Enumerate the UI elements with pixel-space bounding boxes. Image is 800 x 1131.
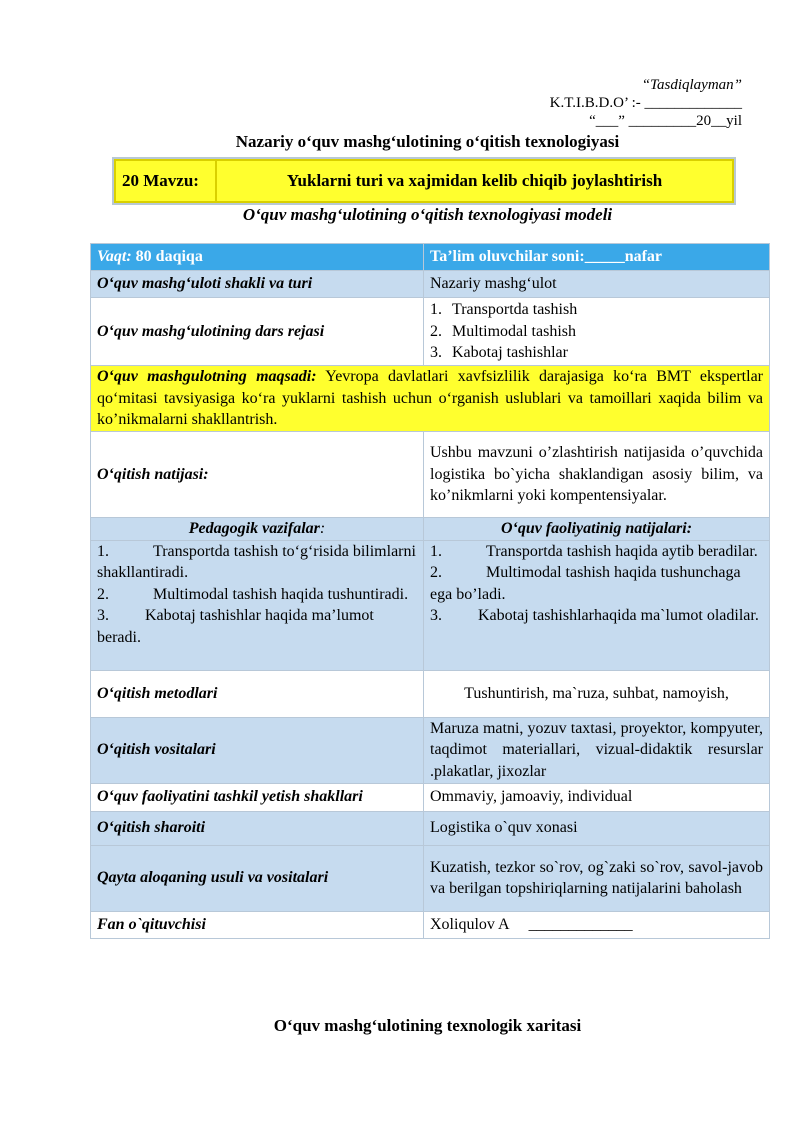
feedback-value: Kuzatish, tezkor so`rov, og`zaki so`rov, savol-javob va berilgan topshiriqlarning natijalarini baholash — [424, 845, 770, 911]
outcome-item: 2. Multimodal tashish haqida tushunchaga ega bo’ladi. — [430, 564, 741, 603]
form-value: Nazariy mashg‘ulot — [424, 271, 770, 298]
result-label: O‘qitish natijasi: — [91, 432, 424, 518]
students-count: Ta’lim oluvchilar soni:_____nafar — [424, 244, 770, 271]
approval-line-3: “___” _________20__yil — [589, 113, 742, 129]
org-value: Ommaviy, jamoaviy, individual — [424, 783, 770, 811]
methods-value: Tushuntirish, ma`ruza, suhbat, namoyish, — [424, 670, 770, 717]
methods-label: O‘qitish metodlari — [91, 670, 424, 717]
conditions-value: Logistika o`quv xonasi — [424, 811, 770, 845]
form-label: O‘quv mashg‘uloti shakli va turi — [91, 271, 424, 298]
teacher-value: Xoliqulov A _____________ — [424, 911, 770, 938]
outcome-header: O‘quv faoliyatinig natijalari: — [424, 518, 770, 541]
org-label: O‘quv faoliyatini tashkil yetish shakllari — [91, 783, 424, 811]
conditions-label: O‘qitish sharoiti — [91, 811, 424, 845]
ped-item: 2. Multimodal tashish haqida tushuntiradi. — [97, 585, 409, 603]
tech-map-title: O‘quv mashg‘ulotining texnologik xaritasi — [273, 1016, 582, 1035]
time-cell — [91, 244, 424, 271]
approval-block — [550, 76, 742, 130]
goal-label: O‘quv mashgulotning maqsadi: — [97, 368, 317, 386]
teacher-label: Fan o`qituvchisi — [91, 911, 424, 938]
plan-item: 3. Kabotaj tashishlar — [430, 344, 568, 362]
ped-list — [91, 540, 424, 670]
document-title: Nazariy o‘quv mashg‘ulotining o‘qitish texnologiyasi — [235, 132, 620, 151]
topic-name: Yuklarni turi va xajmidan kelib chiqib joylashtirish — [217, 159, 734, 203]
result-text: Ushbu mavzuni o’zlashtirish natijasida o’quvchida logistika bo`yicha shaklandigan asosiy bilim, va ko’nikmlarni yoki kompentensiyalar. — [424, 432, 770, 518]
ped-header: Pedagogik vazifalar: — [91, 518, 424, 541]
approval-line-1: “Tasdiqlayman” — [641, 77, 742, 93]
outcome-item: 3. Kabotaj tashishlarhaqida ma`lumot oladilar. — [430, 607, 759, 624]
topic-box — [112, 157, 736, 205]
plan-list — [424, 298, 770, 366]
ped-item: 1. Transportda tashish to‘g‘risida bilimlarni shakllantiradi. — [97, 542, 416, 581]
time-value: 80 daqiqa — [131, 248, 203, 266]
outcome-list — [424, 540, 770, 670]
time-label: Vaqt: — [97, 248, 132, 266]
tools-label: O‘qitish vositalari — [91, 717, 424, 783]
approval-line-2: K.T.I.B.D.O’ :- _____________ — [549, 95, 742, 111]
topic-number: 20 Mavzu: — [114, 159, 217, 203]
goal-text: Yevropa davlatlari xavfsizlilik darajasiga ko‘ra BMT ekspertlar qo‘mitasi tavsiyasiga ko‘ra yuklarni tashish uchun o‘rganish uslublari va tamoillari xaqida bilim va ko’nikmalarni shakllantrish. — [97, 368, 763, 429]
tools-value: Maruza matni, yozuv taxtasi, proyektor, kompyuter, taqdimot materiallari, vizual-didaktik resurslar .plakatlar, jixozlar — [424, 717, 770, 783]
ped-item: 3. Kabotaj tashishlar haqida ma’lumot beradi. — [97, 607, 374, 646]
plan-item: 1. Transportda tashish — [430, 301, 578, 319]
goal-cell — [91, 366, 770, 432]
feedback-label: Qayta aloqaning usuli va vositalari — [91, 845, 424, 911]
model-title: O‘quv mashg‘ulotining o‘qitish texnologiyasi modeli — [242, 205, 613, 224]
outcome-item: 1. Transportda tashish haqida aytib beradilar. — [430, 542, 758, 560]
plan-item: 2. Multimodal tashish — [430, 322, 576, 340]
lesson-plan-table — [90, 243, 770, 939]
plan-label: O‘quv mashg‘ulotining dars rejasi — [91, 298, 424, 366]
